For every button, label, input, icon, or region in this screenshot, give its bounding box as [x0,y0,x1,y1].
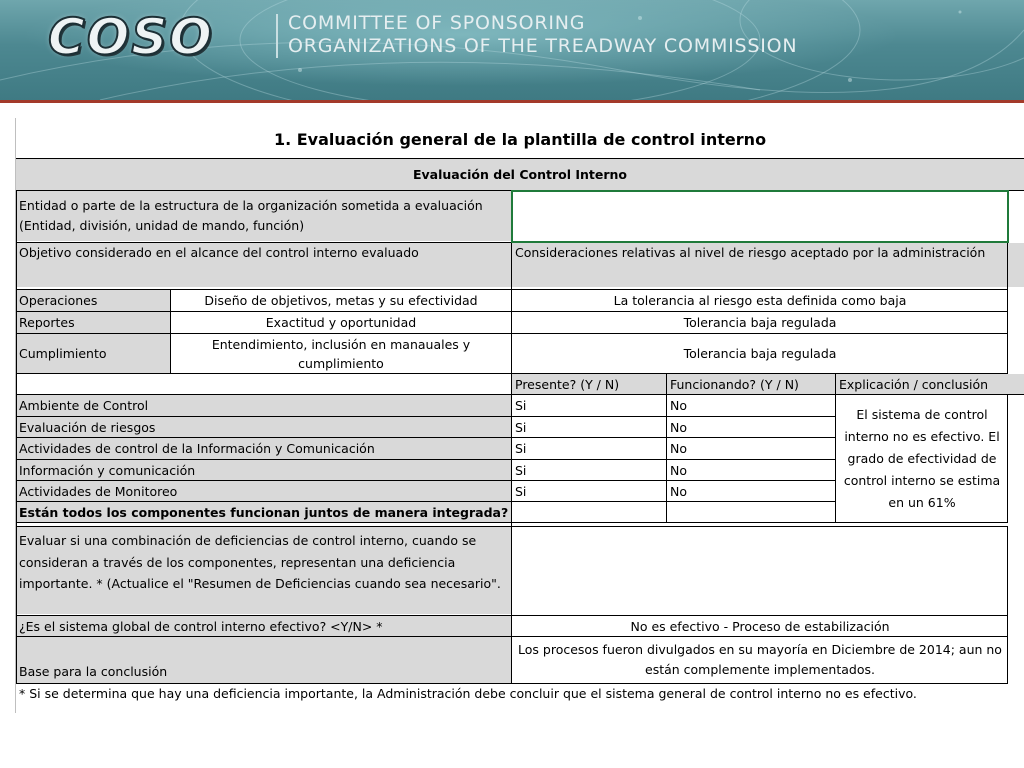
grid-line [16,526,1008,527]
coso-banner [0,0,1024,103]
component-name: Actividades de Monitoreo [16,481,511,501]
present-header: Presente? (Y / N) [512,374,666,394]
grid-line [835,373,836,523]
effective-question: ¿Es el sistema global de control interno efectivo? <Y/N> * [16,616,511,636]
grid-line [16,394,1024,395]
functioning-header: Funcionando? (Y / N) [667,374,835,394]
organization-name-line-2: ORGANIZATIONS OF THE TREADWAY COMMISSION [288,35,798,57]
grid-line [16,190,17,683]
component-name: Información y comunicación [16,460,511,480]
deficiency-answer[interactable] [512,527,1008,614]
deficiency-question: Evaluar si una combinación de deficiencias de control interno, cuando se consideran a través de los componentes, representan una deficiencia importante. * (Actualice el "Resumen de Deficiencias cuando sea necesario". [16,527,511,614]
explanation-header: Explicación / conclusión [836,374,1024,394]
objective-scope-header: Objetivo considerado en el alcance del control interno evaluado [16,243,511,287]
organization-name-line-1: COMMITTEE OF SPONSORING [288,12,586,34]
risk-considerations-header: Consideraciones relativas al nivel de riesgo aceptado por la administración [512,243,1024,287]
entity-input[interactable] [512,191,1008,241]
component-functioning: No [670,462,687,478]
grid-line [1007,243,1008,374]
entity-input-border [512,190,1008,192]
grid-line [666,373,667,523]
objective-description: Entendimiento, inclusión en manauales y cumplimiento [211,336,471,371]
grid-line [170,289,171,374]
grid-line [16,373,1008,374]
grid-line [16,437,836,438]
component-name: Actividades de control de la Información y Comunicación [16,438,511,459]
component-present: Si [515,419,527,435]
grid-line [16,480,836,481]
component-name: Evaluación de riesgos [16,417,511,437]
explanation-conclusion: El sistema de control interno no es efectivo. El grado de efectividad de control interno se estima en un 61% [843,406,1001,510]
component-functioning: No [670,398,687,413]
objective-description: Exactitud y oportunidad [265,315,417,330]
effective-answer: No es efectivo - Proceso de estabilización [630,618,890,634]
section-header: Evaluación del Control Interno [16,159,1024,190]
objective-description: Diseño de objetivos, metas y su efectividad [204,293,478,308]
grid-line [16,242,511,243]
conclusion-label: Base para la conclusión [16,637,511,683]
coso-logo: COSO [48,8,214,66]
component-name: Ambiente de Control [16,395,511,416]
grid-line [16,333,1008,334]
conclusion-value: Los procesos fueron divulgados en su mayoría en Diciembre de 2014; aun no están complemente implementados. [518,642,1002,677]
components-header-blank [16,374,511,394]
component-functioning: No [670,483,687,499]
integrated-question: Están todos los componentes funcionan juntos de manera integrada? [16,502,511,522]
objective-name: Operaciones [16,290,170,311]
grid-line [1007,526,1008,683]
grid-line [16,459,836,460]
grid-line [16,683,1008,684]
component-functioning: No [670,441,687,456]
grid-line [16,615,1008,616]
page-title: 1. Evaluación general de la plantilla de control interno [273,130,767,149]
component-present: Si [515,462,527,478]
grid-line [16,416,836,417]
grid-line [511,243,512,683]
grid-line [16,311,1008,312]
component-present: Si [515,483,527,499]
grid-line [16,522,1008,523]
grid-line [16,289,1008,290]
integrated-functioning [667,502,835,522]
entity-input-border [1007,190,1009,243]
footnote: * Si se determina que hay una deficiencia importante, la Administración debe concluir que el sistema general de control interno no es efectivo. [19,685,917,701]
integrated-present [512,502,666,522]
grid-line [16,636,1008,637]
component-functioning: No [670,419,687,435]
grid-line [16,158,1024,159]
component-present: Si [515,398,527,413]
objective-name: Reportes [16,312,170,333]
banner-divider [276,14,278,58]
entity-input-border [511,190,513,243]
grid-line [1007,394,1008,523]
objective-risk: La tolerancia al riesgo esta definida como baja [613,293,907,308]
objective-name: Cumplimiento [16,334,170,373]
entity-label: Entidad o parte de la estructura de la organización sometida a evaluación (Entidad, división, unidad de mando, función) [16,191,511,241]
objective-risk: Tolerancia baja regulada [683,315,837,330]
component-present: Si [515,441,527,456]
grid-line [16,501,836,502]
objective-risk: Tolerancia baja regulada [683,346,837,361]
entity-input-border [512,241,1008,243]
